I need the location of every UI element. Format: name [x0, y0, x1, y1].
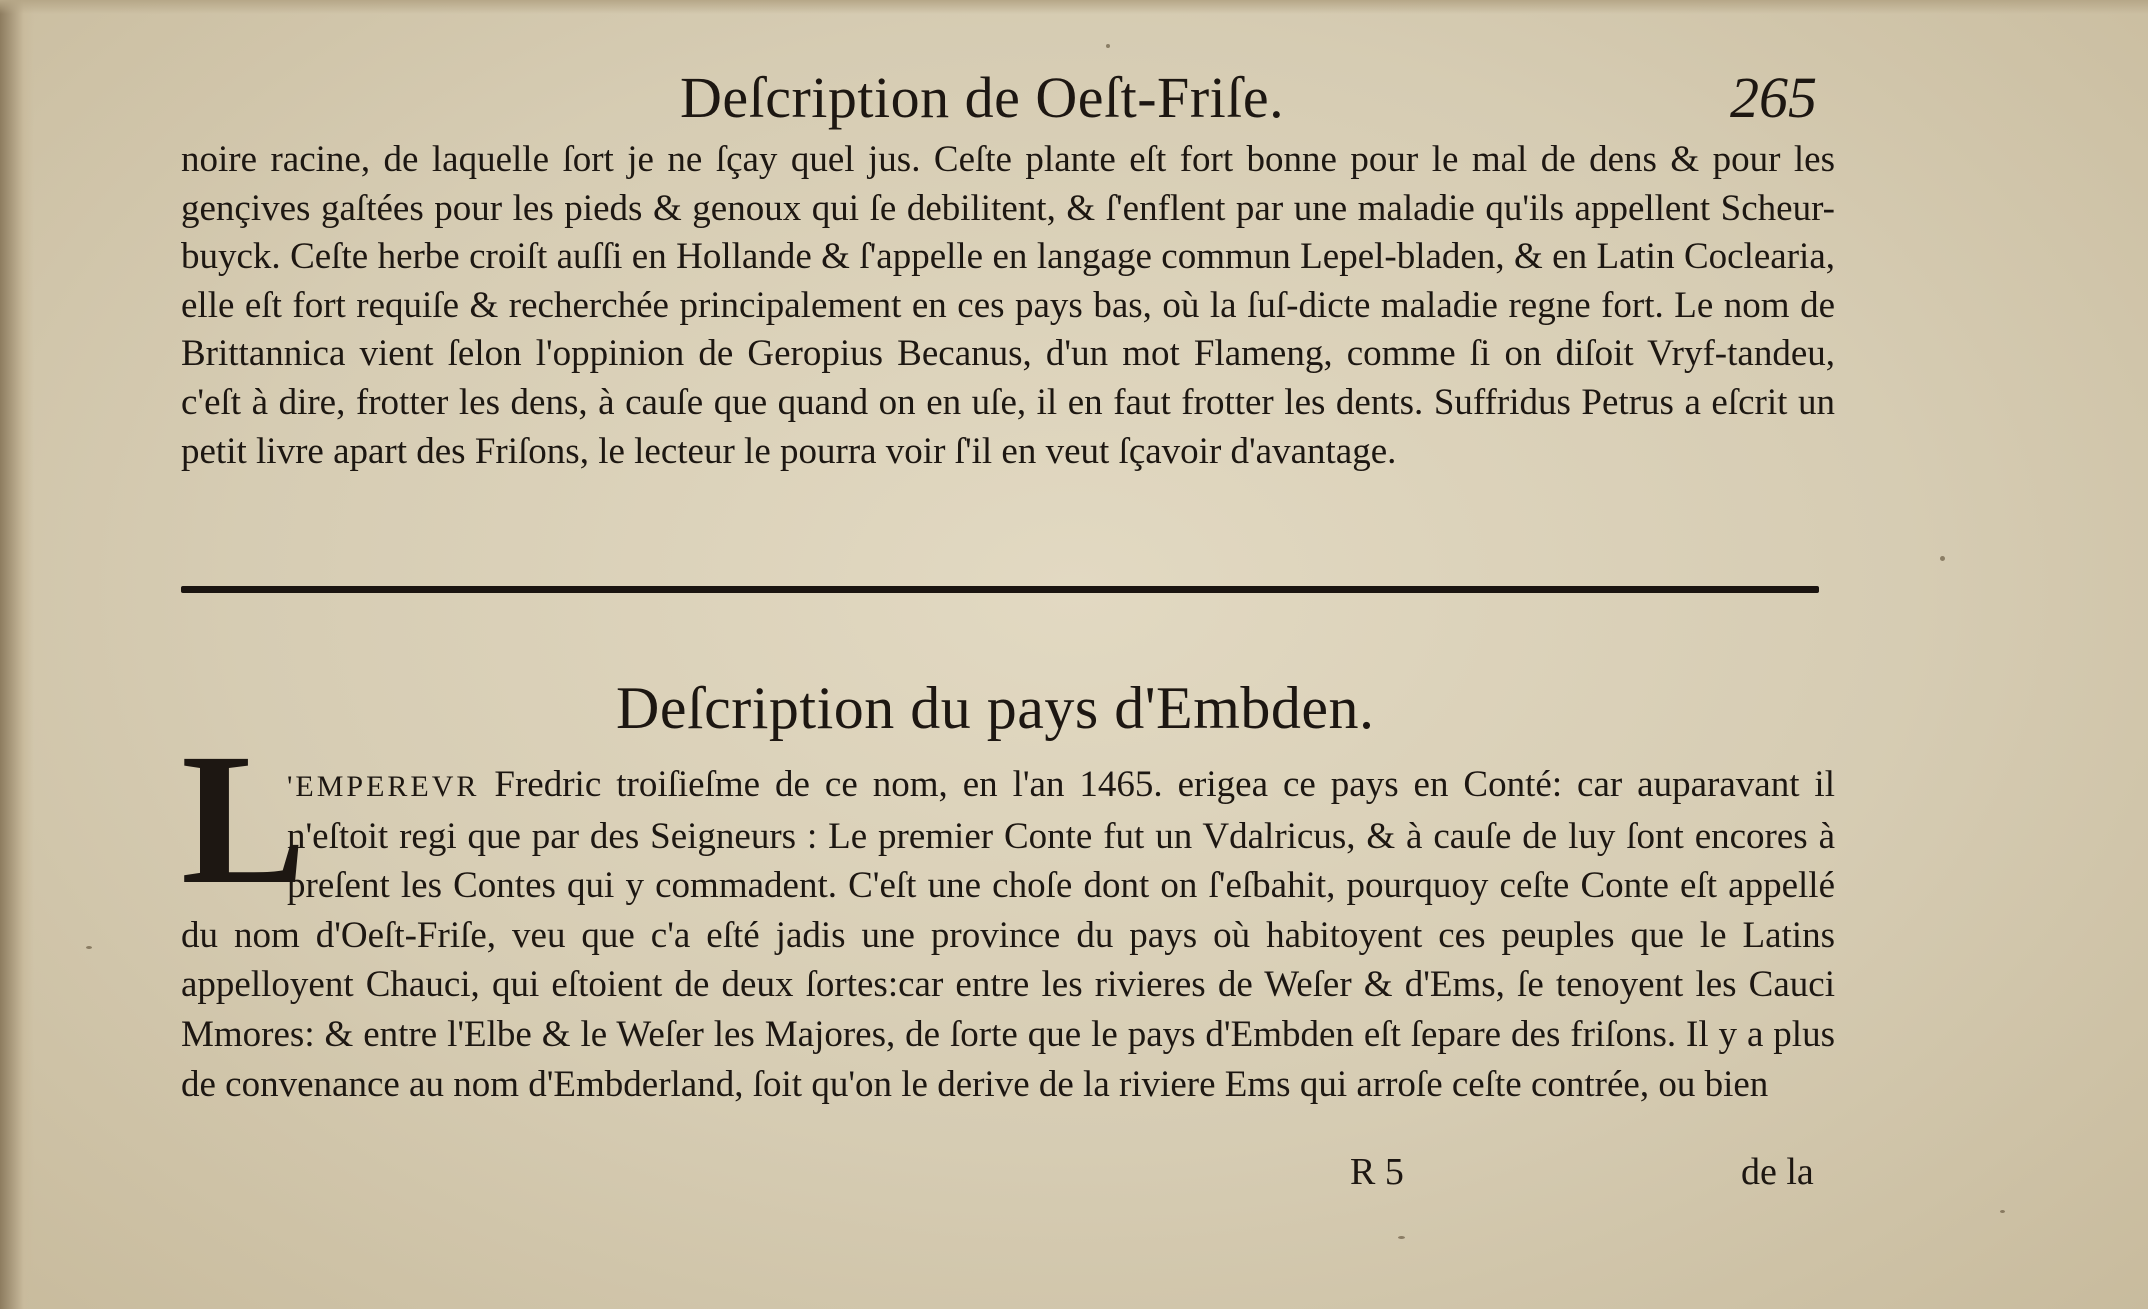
- running-title: Deſcription de Oeſt-Friſe.: [680, 65, 1285, 130]
- page-number: 265: [1730, 65, 1817, 130]
- catchword: de la: [1741, 1151, 1814, 1193]
- paper-speck: [2000, 1210, 2005, 1213]
- top-edge-shadow: [0, 0, 2148, 14]
- section-paragraph-text: [181, 760, 1835, 1109]
- paper-speck: [1940, 556, 1945, 561]
- binding-shadow: [0, 0, 34, 1309]
- paper-speck: [1398, 1236, 1405, 1239]
- drop-cap-space: [181, 760, 287, 900]
- opening-caps: 'EMPEREVR: [287, 770, 480, 803]
- paragraph-text: noire racine, de laquelle ſort je ne ſçay quel jus. Ceſte plante eſt fort bonne pour le mal de dens & pour les gençives gaſtées pour les pieds & genoux qui ſe debilitent, & ſ'enflent par une maladie qu'ils appellent Scheur-buyck. Ceſte herbe croiſt auſſi en Hollande & ſ'appelle en langage commun Lepel-bladen, & en Latin Coclearia, elle eſt fort requiſe & recherchée principalement en ces pays bas, où la ſuſ-dicte maladie regne fort. Le nom de Brittannica vient ſelon l'oppinion de Geropius Becanus, d'un mot Flameng, comme ſi on diſoit Vryf-tandeu, c'eſt à dire, frotter les dens, à cauſe que quand on en uſe, il en faut frotter les dents. Suffridus Petrus a eſcrit un petit livre apart des Friſons, le lecteur le pourra voir ſ'il en veut ſçavoir d'avantage.: [181, 139, 1835, 472]
- running-head: [0, 58, 2148, 138]
- section-heading: [0, 668, 2148, 748]
- section-divider-rule: [181, 586, 1819, 593]
- paper-speck: [86, 946, 92, 949]
- signature-mark: R 5: [1350, 1151, 1404, 1193]
- paragraph-continued: [181, 136, 1835, 476]
- section-title: Deſcription du pays d'Embden.: [616, 675, 1375, 741]
- paper-speck: [1106, 44, 1110, 48]
- section-body-text: Fredric troiſieſme de ce nom, en l'an 1465. erigea ce pays en Conté: car auparavant il n'eſtoit regi que par des Seigneurs : Le premier Conte fut un Vdalricus, & à cauſe de luy ſont encores à preſent les Contes qui y commadent. C'eſt une choſe dont on ſ'eſbahit, pourquoy ceſte Conte eſt appellé du nom d'Oeſt-Friſe, veu que c'a eſté jadis une province du pays où habitoyent ces peuples que le Latins appelloyent Chauci, qui eſtoient de deux ſortes:car entre les rivieres de Weſer & d'Ems, ſe tenoyent les Cauci Mmores: & entre l'Elbe & le Weſer les Majores, de ſorte que le pays d'Embden eſt ſepare des friſons. Il y a plus de convenance au nom d'Embderland, ſoit qu'on le derive de la riviere Ems qui arroſe ceſte contrée, ou bien: [181, 764, 1835, 1105]
- section-paragraph: [181, 760, 1835, 1109]
- drop-cap: L: [181, 714, 307, 923]
